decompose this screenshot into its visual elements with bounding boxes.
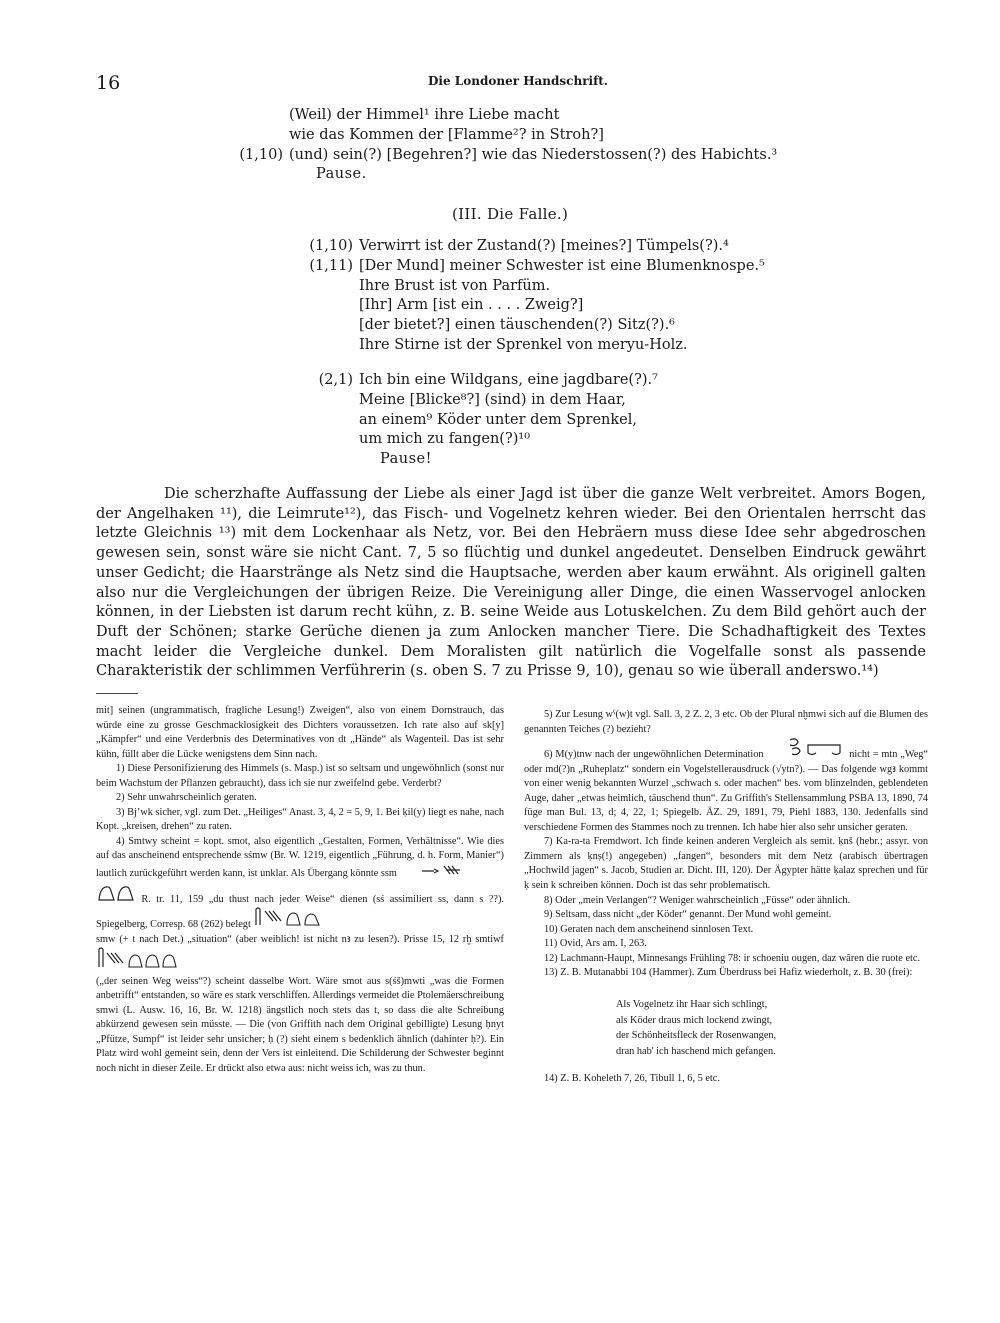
- footnote: 9) Seltsam, dass nicht „der Köder“ genannt. Der Mund wohl gemeint.: [544, 909, 832, 921]
- bird-hieroglyph-icon: [96, 882, 136, 907]
- poem-line: Ihre Brust ist von Parfüm.: [359, 277, 551, 294]
- quote-line: als Köder draus mich lockend zwingt,: [616, 1014, 773, 1026]
- poem-line: [der bietet?] einen täuschenden(?) Sitz(?).⁶: [359, 317, 675, 334]
- poem-line: wie das Kommen der [Flamme²? in Stroh?]: [289, 126, 604, 143]
- page-number: 16: [96, 72, 121, 94]
- footnote: 12) Lachmann-Haupt, Minnesangs Frühling 78: ir schoeniu ougen, daz wâren die ruote etc.: [544, 952, 921, 964]
- line-number: (1,11): [309, 257, 353, 274]
- quote-line: der Schönheitsfleck der Rosenwangen,: [616, 1030, 777, 1042]
- line-number: (2,1): [318, 372, 353, 388]
- footnote: 7) Ka-ra-ta Fremdwort. Ich finde keinen anderen Vergleich als semit. ḳnš (hebr.; assyr. von Zimmern als ḳnṣ(!) angegeben) „fangen“, besonders mit dem Netz (arabisch übertragen „Hochwild jagen“ s. Jacob, Studien ar. Dicht. III, 120). Der Ägypter hätte ḳalaz sprechen und für ḳ sein k schreiben können. Doch ist das sehr problematisch.: [524, 836, 928, 892]
- snake-tongue-hieroglyph-icon: [400, 864, 464, 881]
- footnote: 1) Diese Personifizierung des Himmels (s. Masp.) ist so seltsam und ungewöhnlich (sonst nur beim Wachstum der Pflanzen gebraucht), dass ich sie nur zweifelnd gebe. Verderbt?: [96, 763, 504, 789]
- poem-line: [Ihr] Arm [ist ein . . . . Zweig?]: [359, 297, 584, 314]
- footnote: smw (+ t nach Det.) „situation“ (aber weiblich! ist nicht nꜣ zu lesen?). Prisse 15, 12 rḫ smtiwf: [96, 933, 504, 975]
- poem-line: (1,10) Verwirrt ist der Zustand(?) [meines?] Tümpels(?).⁴: [359, 237, 765, 257]
- rope-curl-hieroglyph-icon: [766, 737, 846, 762]
- line-number: (1,10): [239, 146, 283, 163]
- footnote-rule: [96, 693, 138, 694]
- footnote: 13) Z. B. Mutanabbi 104 (Hammer). Zum Überdruss bei Hafiz wiederholt, z. B. 30 (frei):: [544, 967, 913, 979]
- poem-line: Pause!: [380, 451, 432, 468]
- poem-stanza-b: [309, 237, 765, 356]
- footnote: 5) Zur Lesung wˁ(w)t vgl. Sall. 3, 2 Z. 2, 3 etc. Ob der Plural nḫmwi sich auf die Blumen des genannten Teiches (?) bezieht?: [524, 709, 928, 735]
- main-paragraph: Die scherzhafte Auffassung der Liebe als einer Jagd ist über die ganze Welt verbreitet. Amors Bogen, der Angelhaken ¹¹), die Leimrute¹²), das Fisch- und Vogelnetz kehren wieder. Bei den Orientalen herrscht das letzte Gleichnis ¹³) mit dem Lockenhaar als Netz, vor. Bei den Hebräern muss diese Idee sehr abgedroschen gewesen sein, sonst wäre sie nicht Cant. 7, 5 so flüchtig und dunkel angedeutet. Denselben Eindruck gewährt unser Gedicht; die Haarstränge als Netz sind die Hauptsache, werden aber kaum erwähnt. Als originell galten also nur die Vergleichungen der übrigen Reize. Die Vereinigung aller Dinge, die einen Wasservogel anlocken können, in der Liebsten ist darum recht kühn, z. B. seine Weide aus Lotuskelchen. Zu dem Bild gehört auch der Duft der Schönen; starke Gerüche dienen ja zum Anlocken mancher Tiere. Die Schadhaftigkeit des Textes macht leider die Vergleiche dunkel. Dem Moralisten gilt natürlich die Vogelfalle sonst als passende Charakteristik der schlimmen Verführerin (s. oben S. 7 zu Prisse 9, 10), genau so wie überall anderswo.¹⁴): [96, 486, 926, 680]
- footnote: 6) M(y)tnw nach der ungewöhnlichen Determination nicht = mtn „Weg“ oder md(?)n „Ruheplatz“ sondern ein Vogelstellerausdruck (√ytn?). — Das folgende wgꜣ kommt von einer wenig bekannten Wurzel „schwach s. oder machen“ bes. vom blinzelnden, geblendeten Auge, daher „etwas heimlich, täuschend thun“. Zu Griffith's Stellensammlung PSBA 13, 1890, 74 füge man Bul. 13, d; 4, 22, 1; Spiegelb. ÄZ. 29, 1891, 79, Piehl 1883, 130. Jedenfalls sind verschiedene Formen des Stammes noch zu trennen. Ich habe hier also sehr unsicher geraten.: [524, 737, 928, 835]
- footnotes-left-column: [96, 704, 504, 1077]
- poem-line: (Weil) der Himmel¹ ihre Liebe macht: [289, 107, 560, 123]
- owl-birds-hieroglyph-icon: [96, 947, 178, 974]
- quote-block: [616, 997, 928, 1060]
- poem-line: (2,1) Ich bin eine Wildgans, eine jagdbare(?).⁷: [359, 371, 658, 391]
- footnotes-right-column: [524, 708, 928, 1086]
- footnote: 11) Ovid, Ars am. I, 263.: [544, 938, 647, 950]
- poem-stanza-c: [318, 371, 658, 470]
- owl-bird-hieroglyph-icon: [253, 907, 323, 932]
- footnote: mit] seinen (ungrammatisch, fragliche Lesung!) Zweigen“, also von einem Dornstrauch, das würde eine zu grosse Geschmacklosigkeit des Dichters voraussetzen. Ich rate also auf sk[y] „Kämpfer“ und eine Verderbnis des Determinatives von dt „Hände“ als Wagenteil. Das ist sehr kühn, füllt aber die Lücke wenigstens dem Sinn nach.: [96, 705, 504, 760]
- poem-line: um mich zu fangen(?)¹⁰: [359, 431, 531, 448]
- running-title: Die Londoner Handschrift.: [428, 74, 608, 88]
- footnote: 10) Geraten nach dem anscheinend sinnlosen Text.: [544, 923, 754, 935]
- poem-stanza-a: [239, 106, 778, 185]
- footnote: 4) Smtwy scheint = kopt. smot, also eigentlich „Gestalten, Formen, Verhältnisse“. Wie dies auf das anscheinend entsprechende sśmw (Br. W. 1219, eigentlich „Führung, d. h. Form, Manier“) lautlich zurückgeführt werden kann, ist unklar. Als Übergang könnte ssm: [96, 835, 504, 880]
- line-number: (1,10): [309, 238, 353, 254]
- footnote: 8) Oder „mein Verlangen“? Weniger wahrscheinlich „Füsse“ oder ähnlich.: [544, 894, 851, 906]
- footnote: 2) Sehr unwahrscheinlich geraten.: [116, 792, 257, 804]
- quote-line: dran hab' ich haschend mich gefangen.: [616, 1045, 776, 1057]
- poem-line: an einem⁹ Köder unter dem Sprenkel,: [359, 411, 638, 428]
- footnote: 3) Bj’wk sicher, vgl. zum Det. „Heiliges“ Anast. 3, 4, 2 = 5, 9, 1. Bei ḳil(y) liegt es nahe, nach Kopt. „kreisen, drehen“ zu raten.: [96, 806, 505, 833]
- poem-line: Meine [Blicke⁸?] (sind) in dem Haar,: [359, 391, 626, 408]
- footnote: 14) Z. B. Koheleth 7, 26, Tibull 1, 6, 5 etc.: [544, 1072, 720, 1084]
- poem-line: (1,10) (und) sein(?) [Begehren?] wie das Niederstossen(?) des Habichts.³: [289, 146, 777, 166]
- section-title: (III. Die Falle.): [452, 205, 569, 223]
- footnote: („der seinen Weg weiss“?) scheint dasselbe Wort. Wäre smot aus s(śš)mwti „was die Formen anbetrifft“ entstanden, so wäre es stark verschliffen. Allerdings vermeidet die Ptolemäerschreibung smwi (L. Ausw. 16, 16, Br. W. 1218) ängstlich noch stets das t, so dass die alte Schreibung abkürzend gewesen sein müsste. — Die (von Griffith nach dem Original gebilligte) Lesung ḥnyt „Pfütze, Sumpf“ ist leider sehr unsicher; ḥ (?) sieht einem s bedenklich ähnlich (dahinter ḥ?). Ein Platz wird wohl gemeint sein, denn der Vers ist einleitend. Die Schilderung der Schwester beginnt noch nicht in dieser Zeile. Er drückt also etwa aus: nicht weiss ich, was zu thun.: [96, 975, 504, 1075]
- poem-line: Ihre Stirne ist der Sprenkel von meryu-Holz.: [359, 336, 688, 353]
- poem-line: Pause.: [316, 166, 367, 183]
- footnote: R. tr. 11, 159 „du thust nach jeder Weise“ dienen (sś assimiliert ss, dann s ??). Spiegelberg, Corresp. 68 (262) belegt: [96, 882, 504, 933]
- poem-line: (1,11) [Der Mund] meiner Schwester ist eine Blumenknospe.⁵: [359, 257, 765, 277]
- quote-line: Als Vogelnetz ihr Haar sich schlingt,: [616, 998, 768, 1010]
